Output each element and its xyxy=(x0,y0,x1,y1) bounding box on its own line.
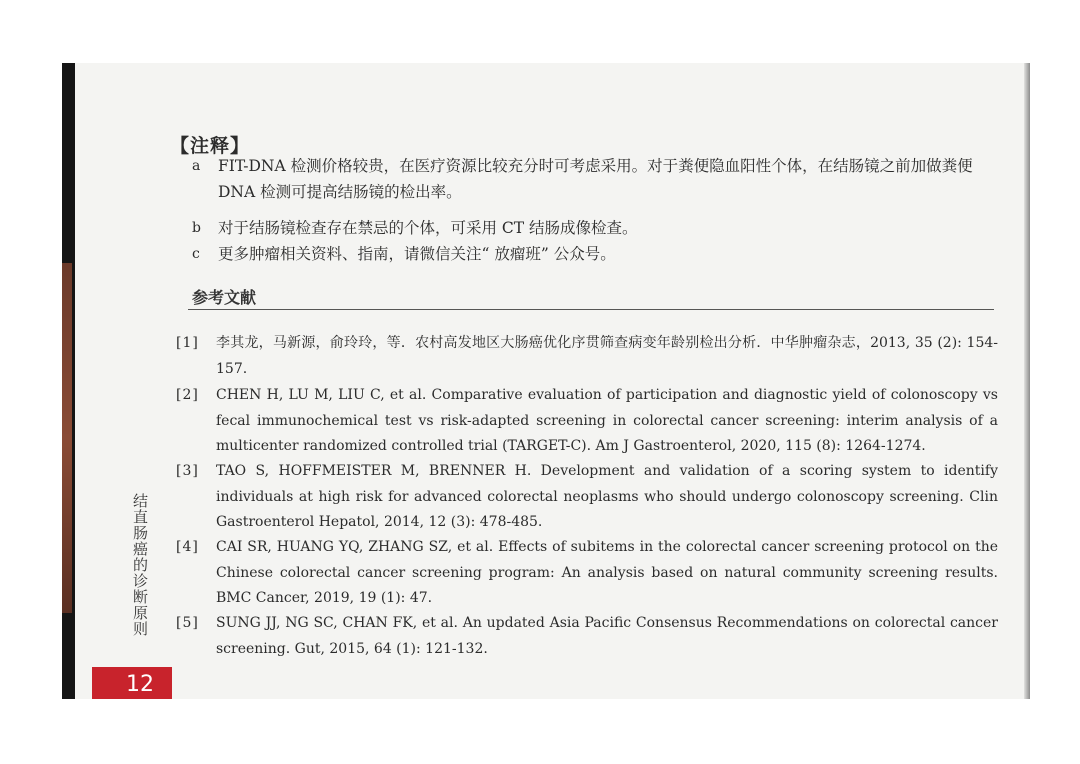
reference-number: [1] xyxy=(176,335,199,351)
page-number: 12 xyxy=(126,672,154,697)
reference-1 xyxy=(176,331,998,382)
page-edge xyxy=(1024,63,1030,699)
page-number-tab xyxy=(92,667,172,699)
references-divider xyxy=(188,309,994,310)
note-b xyxy=(192,215,1008,241)
note-c xyxy=(192,241,1008,267)
note-mark: b xyxy=(192,220,201,236)
reference-3 xyxy=(176,459,998,536)
reference-4 xyxy=(176,535,998,612)
book-page xyxy=(62,63,1030,699)
reference-text: CAI SR, HUANG YQ, ZHANG SZ, et al. Effects of subitems in the colorectal cancer screening protocol on the Chinese colorectal cancer screening program: An analysis based on natural community screening results. BMC Cancer, 2019, 19 (1): 47. xyxy=(216,539,998,606)
reference-number: [5] xyxy=(176,615,199,631)
reference-text: CHEN H, LU M, LIU C, et al. Comparative evaluation of participation and diagnostic yield of colonoscopy vs fecal immunochemical test vs risk-adapted screening in colorectal cancer screening: interim analysis of a multicenter randomized controlled trial (TARGET-C). Am J Gastroenterol, 2020, 115 (8): 1264-1274. xyxy=(216,387,998,454)
reference-2 xyxy=(176,383,998,460)
note-mark: c xyxy=(192,246,200,262)
chapter-side-title: 结直肠癌的诊断原则 xyxy=(131,493,149,637)
reference-text: TAO S, HOFFMEISTER M, BRENNER H. Development and validation of a scoring system to identify individuals at high risk for advanced colorectal neoplasms who should undergo colonoscopy screening. Clin Gastroenterol Hepatol, 2014, 12 (3): 478-485. xyxy=(216,463,998,530)
note-text: 对于结肠镜检查存在禁忌的个体，可采用 CT 结肠成像检查。 xyxy=(218,219,638,237)
note-a xyxy=(192,153,1008,205)
reference-text: SUNG JJ, NG SC, CHAN FK, et al. An updated Asia Pacific Consensus Recommendations on colorectal cancer screening. Gut, 2015, 64 (1): 121-132. xyxy=(216,615,998,657)
note-text: 更多肿瘤相关资料、指南，请微信关注“ 放瘤班” 公众号。 xyxy=(218,245,616,263)
references-heading: 参考文献 xyxy=(192,288,257,307)
reference-number: [2] xyxy=(176,387,199,403)
reference-5 xyxy=(176,611,998,662)
reference-number: [3] xyxy=(176,463,199,479)
thumb-shadow xyxy=(62,263,72,613)
reference-number: [4] xyxy=(176,539,199,555)
reference-text: 李其龙，马新源，俞玲玲，等．农村高发地区大肠癌优化序贯筛查病变年龄别检出分析．中华肿瘤杂志，2013, 35 (2): 154-157. xyxy=(216,335,998,377)
note-text: FIT-DNA 检测价格较贵，在医疗资源比较充分时可考虑采用。对于粪便隐血阳性个体，在结肠镜之前加做粪便 DNA 检测可提高结肠镜的检出率。 xyxy=(218,157,973,201)
note-mark: a xyxy=(192,158,201,174)
notes-heading: 【注释】 xyxy=(170,135,251,157)
